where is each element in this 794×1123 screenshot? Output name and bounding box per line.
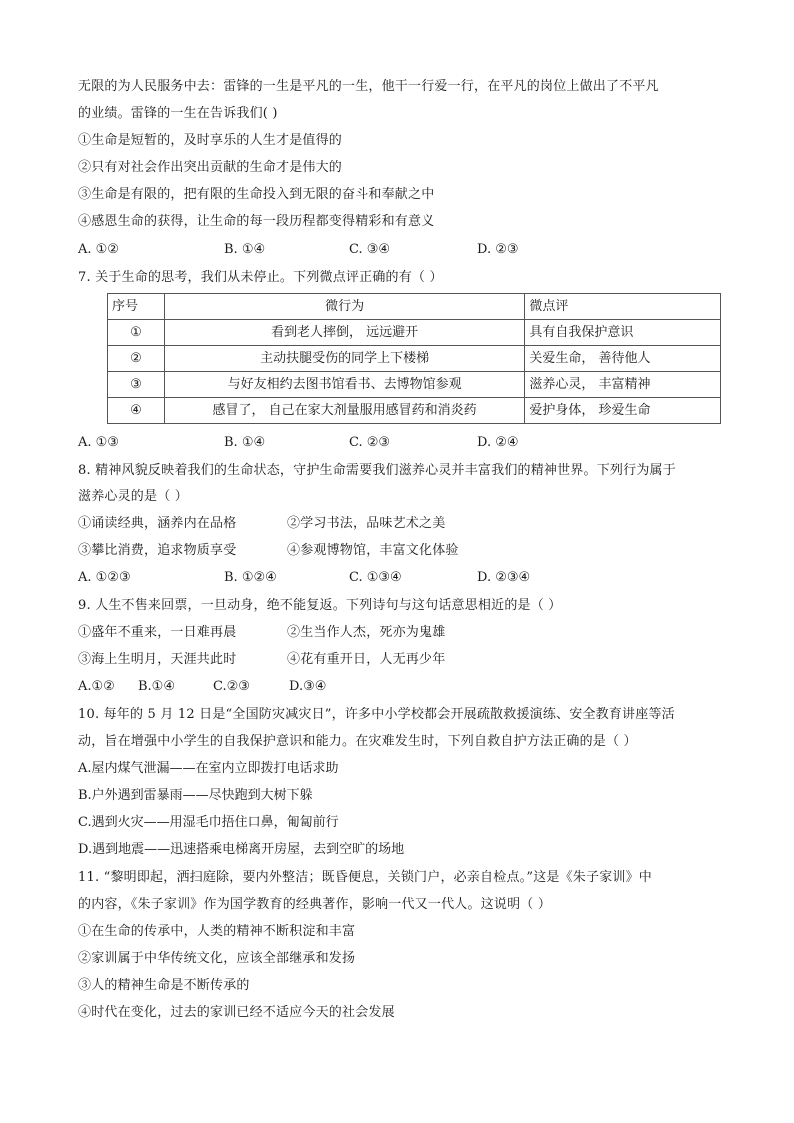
q6-statement: ④感恩生命的获得，让生命的每一段历程都变得精彩和有意义 xyxy=(78,214,435,229)
table-cell: 爱护身体， 珍爱生命 xyxy=(525,398,721,424)
q9-option-d[interactable]: D.③④ xyxy=(289,679,327,694)
table-cell: 关爱生命， 善待他人 xyxy=(525,346,721,372)
table-cell: ③ xyxy=(108,372,165,398)
q7-option-d[interactable]: D. ②④ xyxy=(477,435,519,450)
q11-statement: ②家训属于中华传统文化，应该全部继承和发扬 xyxy=(78,951,356,966)
table-row xyxy=(108,372,721,398)
q9-option-c[interactable]: C.②③ xyxy=(213,679,250,694)
q10-stem-line1: 10. 每年的 5 月 12 日是“全国防灾减灾日”，许多中小学校都会开展疏散救援演练、安全教育讲座等活 xyxy=(78,707,675,722)
q8-statement: ③攀比消费，追求物质享受 xyxy=(78,543,237,558)
table-cell: ② xyxy=(108,346,165,372)
q8-option-d[interactable]: D. ②③④ xyxy=(477,570,531,585)
q7-table xyxy=(107,293,721,424)
table-cell: ④ xyxy=(108,398,165,424)
table-header-cell: 序号 xyxy=(108,294,165,320)
q8-statement: ④参观博物馆，丰富文化体验 xyxy=(287,543,459,558)
q11-stem-line1: 11. “黎明即起，洒扫庭除，要内外整洁；既昏便息，关锁门户，必亲自检点。”这是《朱子家训》中 xyxy=(78,870,652,885)
q6-option-a[interactable]: A. ①② xyxy=(78,242,119,257)
table-cell: 看到老人摔倒， 远远避开 xyxy=(164,320,524,346)
q9-stem: 9. 人生不售来回票，一旦动身，绝不能复返。下列诗句与这句话意思相近的是（ ） xyxy=(78,598,562,613)
q10-option-a[interactable]: A.屋内煤气泄漏——在室内立即拨打电话求助 xyxy=(78,761,339,776)
table-cell: 具有自我保护意识 xyxy=(525,320,721,346)
q7-option-c[interactable]: C. ②③ xyxy=(349,435,391,450)
q7-option-b[interactable]: B. ①④ xyxy=(224,435,266,450)
q6-statement: ①生命是短暂的，及时享乐的人生才是值得的 xyxy=(78,133,343,148)
q6-stem-line1: 无限的为人民服务中去：雷锋的一生是平凡的一生，他干一行爱一行，在平凡的岗位上做出了不平凡 xyxy=(78,79,659,94)
q7-stem: 7. 关于生命的思考，我们从未停止。下列微点评正确的有（ ） xyxy=(78,270,443,285)
q9-statement: ①盛年不重来，一日难再晨 xyxy=(78,625,237,640)
q10-option-c[interactable]: C.遇到火灾——用湿毛巾捂住口鼻，匍匐前行 xyxy=(78,815,339,830)
q6-stem-line2: 的业绩。雷锋的一生在告诉我们( ) xyxy=(78,106,278,121)
table-header-row xyxy=(108,294,721,320)
q6-option-c[interactable]: C. ③④ xyxy=(349,242,391,257)
q6-statement: ③生命是有限的，把有限的生命投入到无限的奋斗和奉献之中 xyxy=(78,187,435,202)
q8-statement: ②学习书法，品味艺术之美 xyxy=(287,516,446,531)
table-header-cell: 微行为 xyxy=(164,294,524,320)
q10-stem-line2: 动，旨在增强中小学生的自我保护意识和能力。在灾难发生时，下列自救自护方法正确的是（ ） xyxy=(78,734,637,749)
table-cell: 感冒了， 自己在家大剂量服用感冒药和消炎药 xyxy=(164,398,524,424)
q9-statement: ④花有重开日，人无再少年 xyxy=(287,652,446,667)
q11-statement: ③人的精神生命是不断传承的 xyxy=(78,978,250,993)
q8-stem-line1: 8. 精神风貌反映着我们的生命状态，守护生命需要我们滋养心灵并丰富我们的精神世界。下列行为属于 xyxy=(78,463,676,478)
table-cell: 主动扶腿受伤的同学上下楼梯 xyxy=(164,346,524,372)
q11-statement: ①在生命的传承中，人类的精神不断积淀和丰富 xyxy=(78,924,356,939)
q6-statement: ②只有对社会作出突出贡献的生命才是伟大的 xyxy=(78,160,343,175)
table-row xyxy=(108,346,721,372)
q6-option-d[interactable]: D. ②③ xyxy=(477,242,519,257)
q8-option-c[interactable]: C. ①③④ xyxy=(349,570,402,585)
q10-option-b[interactable]: B.户外遇到雷暴雨——尽快跑到大树下躲 xyxy=(78,788,313,803)
q8-option-a[interactable]: A. ①②③ xyxy=(78,570,131,585)
table-row xyxy=(108,398,721,424)
q10-option-d[interactable]: D.遇到地震——迅速搭乘电梯离开房屋，去到空旷的场地 xyxy=(78,842,405,857)
q11-stem-line2: 的内容，《朱子家训》作为国学教育的经典著作，影响一代又一代人。这说明（ ） xyxy=(78,897,552,912)
q9-statement: ③海上生明月，天涯共此时 xyxy=(78,652,237,667)
q8-statement: ①诵读经典，涵养内在品格 xyxy=(78,516,237,531)
table-cell: 与好友相约去图书馆看书、去博物馆参观 xyxy=(164,372,524,398)
table-cell: ① xyxy=(108,320,165,346)
table-header-cell: 微点评 xyxy=(525,294,721,320)
q7-option-a[interactable]: A. ①③ xyxy=(78,435,119,450)
q6-option-b[interactable]: B. ①④ xyxy=(224,242,266,257)
table-row xyxy=(108,320,721,346)
q9-option-a[interactable]: A.①② xyxy=(78,679,115,694)
table-cell: 滋养心灵， 丰富精神 xyxy=(525,372,721,398)
q8-stem-line2: 滋养心灵的是（ ） xyxy=(78,489,188,504)
q9-statement: ②生当作人杰，死亦为鬼雄 xyxy=(287,625,446,640)
q11-statement: ④时代在变化，过去的家训已经不适应今天的社会发展 xyxy=(78,1005,395,1020)
q9-option-b[interactable]: B.①④ xyxy=(138,679,175,694)
q8-option-b[interactable]: B. ①②④ xyxy=(224,570,277,585)
